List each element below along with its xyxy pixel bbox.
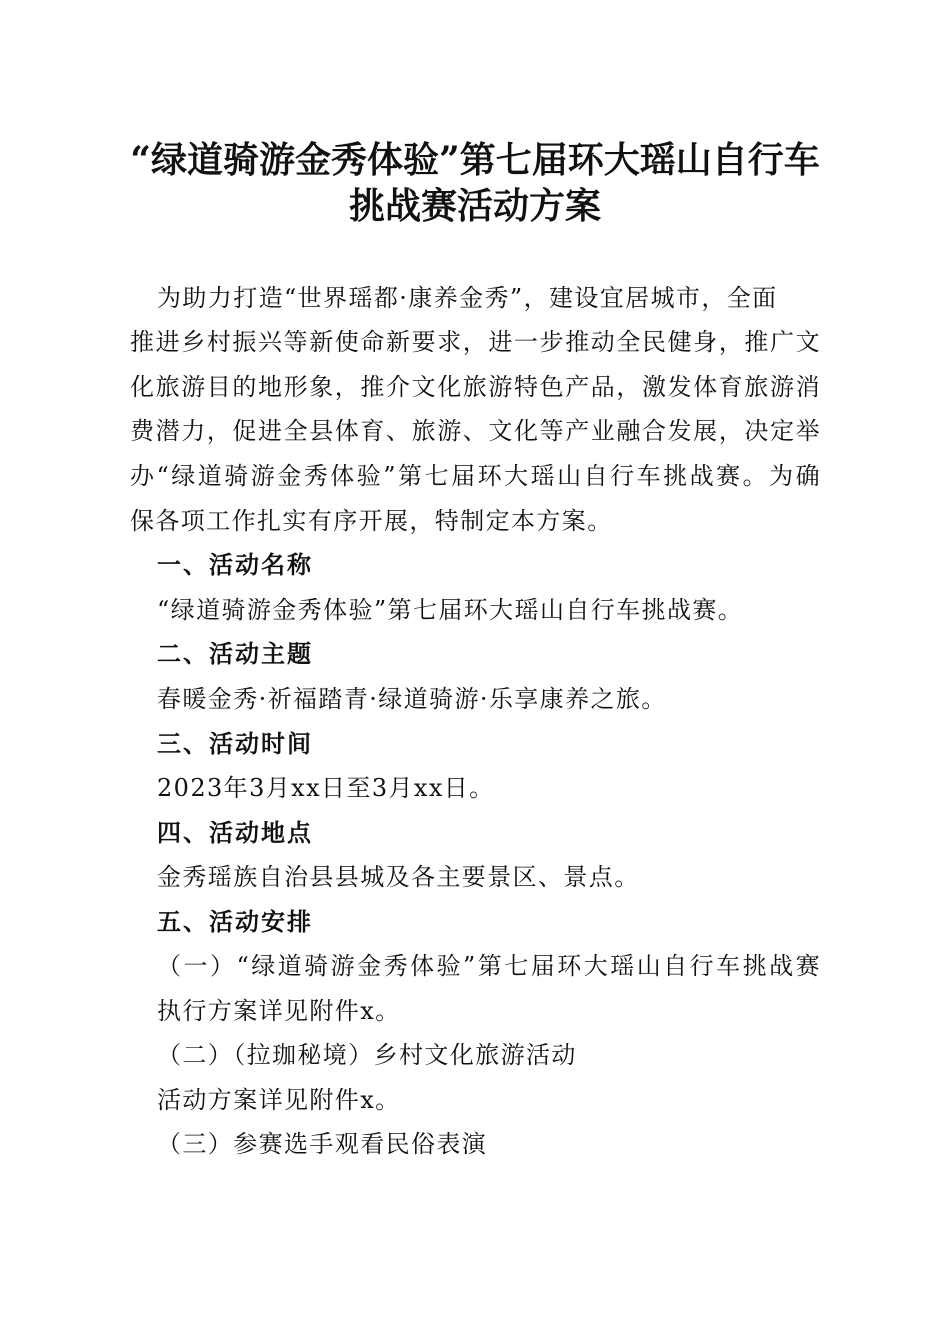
section-heading-location: 四、活动地点 <box>157 819 313 847</box>
subsection-title-2: （二）（拉珈秘境）乡村文化旅游活动 <box>157 1041 577 1069</box>
document-title-line-2: 挑战赛活动方案 <box>348 185 601 227</box>
subsection-body-2: 活动方案详见附件x。 <box>157 1086 401 1114</box>
subsection-body-1: 执行方案详见附件x。 <box>157 997 401 1025</box>
intro-line-4: 费潜力，促进全县体育、旅游、文化等产业融合发展，决定举 <box>130 417 821 445</box>
section-heading-theme: 二、活动主题 <box>157 640 313 668</box>
subsection-title-1: （一）“绿道骑游金秀体验”第七届环大瑶山自行车挑战赛 <box>157 952 821 980</box>
document-title-line-1: “绿道骑游金秀体验”第七届环大瑶山自行车 <box>130 139 820 181</box>
section-body-name: “绿道骑游金秀体验”第七届环大瑶山自行车挑战赛。 <box>157 596 744 624</box>
intro-line-6: 保各项工作扎实有序开展，特制定本方案。 <box>130 507 613 535</box>
intro-line-5: 办“绿道骑游金秀体验”第七届环大瑶山自行车挑战赛。为确 <box>130 462 821 490</box>
intro-line-1: 为助力打造“世界瑶都·康养金秀”，建设宜居城市，全面 <box>157 284 778 312</box>
section-heading-time: 三、活动时间 <box>157 730 313 758</box>
section-body-location: 金秀瑶族自治县县城及各主要景区、景点。 <box>157 863 640 891</box>
intro-line-2: 推进乡村振兴等新使命新要求，进一步推动全民健身，推广文 <box>130 328 821 356</box>
section-body-time: 2023年3月xx日至3月xx日。 <box>157 774 495 802</box>
subsection-title-3: （三）参赛选手观看民俗表演 <box>157 1130 488 1158</box>
section-body-theme: 春暖金秀·祈福踏青·绿道骑游·乐享康养之旅。 <box>157 685 667 713</box>
intro-line-3: 化旅游目的地形象，推介文化旅游特色产品，激发体育旅游消 <box>130 373 821 401</box>
section-heading-name: 一、活动名称 <box>157 551 313 579</box>
section-heading-arrangement: 五、活动安排 <box>157 908 313 936</box>
